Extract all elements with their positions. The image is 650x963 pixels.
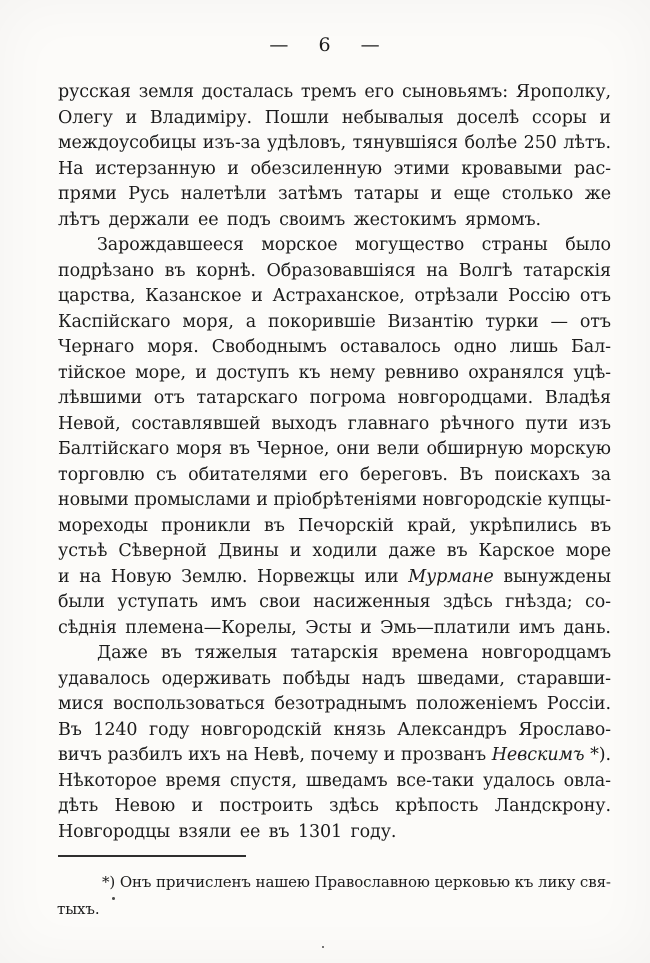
text-line: дѣть Невою и построить здѣсь крѣпость Ландскрону. bbox=[58, 796, 611, 816]
text-line: торговлю съ обитателями его береговъ. Въ поискахъ за bbox=[58, 464, 611, 485]
scan-speck bbox=[112, 897, 115, 900]
text-line: были уступать имъ свои насиженныя здѣсь гнѣзда; со- bbox=[58, 592, 611, 612]
text-line: *) Онъ причисленъ нашею Православною церковью къ лику свя- bbox=[102, 873, 611, 891]
paragraph bbox=[58, 641, 611, 845]
text-line: Невой, составлявшей выходъ главнаго рѣчного пути изъ bbox=[58, 413, 611, 434]
text-line: подрѣзано въ корнѣ. Образовавшіяся на Волгѣ татарскія bbox=[58, 260, 611, 281]
paragraph bbox=[58, 80, 611, 233]
text-line: прями Русь налетѣли затѣмъ татары и еще столько же bbox=[58, 184, 611, 204]
text-line: Новгородцы взяли ее въ 1301 году. bbox=[58, 821, 397, 842]
text-line: царства, Казанское и Астраханское, отрѣзали Россію отъ bbox=[58, 286, 611, 306]
text-line: сѣднія племена—Корелы, Эсты и Эмь—платили имъ дань. bbox=[58, 617, 611, 638]
text-line: междоусобицы изъ-за удѣловъ, тянувшіяся болѣе 250 лѣтъ. bbox=[58, 133, 611, 153]
text-line: русская земля досталась тремъ его сыновьямъ: Ярополку, bbox=[58, 82, 611, 102]
footnote bbox=[57, 869, 611, 923]
text-line: Зарождавшееся морское могущество страны было bbox=[97, 235, 611, 255]
page-body-text bbox=[58, 80, 611, 845]
text-line: устьѣ Сѣверной Двины и ходили даже въ Карское море bbox=[58, 541, 611, 561]
text-line: тійское море, и доступъ къ нему ревниво охранялся уцѣ- bbox=[58, 362, 611, 383]
text-line: Нѣкоторое время спустя, шведамъ все-таки удалось овла- bbox=[58, 770, 611, 791]
text-line: лѣвшими отъ татарскаго погрома новгородцами. Владѣя bbox=[58, 388, 611, 408]
text-line: Олегу и Владиміру. Пошли небывалыя доселѣ ссоры и bbox=[58, 107, 611, 128]
text-line: Балтійскаго моря въ Черное, они вели обширную морскую bbox=[58, 439, 611, 459]
text-line: и на Новую Землю. Норвежцы или Мурмане вынуждены bbox=[58, 566, 611, 587]
scan-speck bbox=[322, 946, 324, 948]
text-line: вичъ разбилъ ихъ на Невѣ, почему и прозванъ Невскимъ *). bbox=[58, 745, 611, 765]
paragraph bbox=[57, 869, 611, 923]
text-line: Въ 1240 году новгородскій князь Александръ Ярославо- bbox=[58, 719, 611, 740]
text-line: На истерзанную и обезсиленную этими кровавыми рас- bbox=[58, 158, 611, 179]
page-number-header: — 6 — bbox=[269, 34, 381, 56]
text-line: лѣтъ держали ее подъ своимъ жестокимъ ярмомъ. bbox=[58, 209, 541, 230]
text-line: мися воспользоваться безотраднымъ положеніемъ Россіи. bbox=[58, 694, 611, 714]
text-line: тыхъ. bbox=[57, 900, 100, 918]
text-line: новыми промыслами и пріобрѣтеніями новгородскіе купцы- bbox=[58, 490, 611, 510]
text-line: Чернаго моря. Свободнымъ оставалось одно лишь Бал- bbox=[58, 337, 611, 357]
paragraph bbox=[58, 233, 611, 641]
text-line: Даже въ тяжелыя татарскія времена новгородцамъ bbox=[97, 643, 611, 663]
text-line: Каспійскаго моря, а покорившіе Византію турки — отъ bbox=[58, 311, 611, 332]
footnote-divider bbox=[58, 855, 246, 857]
text-line: удавалось одерживать побѣды надъ шведами, старавши- bbox=[58, 668, 611, 689]
text-line: мореходы проникли въ Печорскій край, укрѣпились въ bbox=[58, 515, 611, 536]
